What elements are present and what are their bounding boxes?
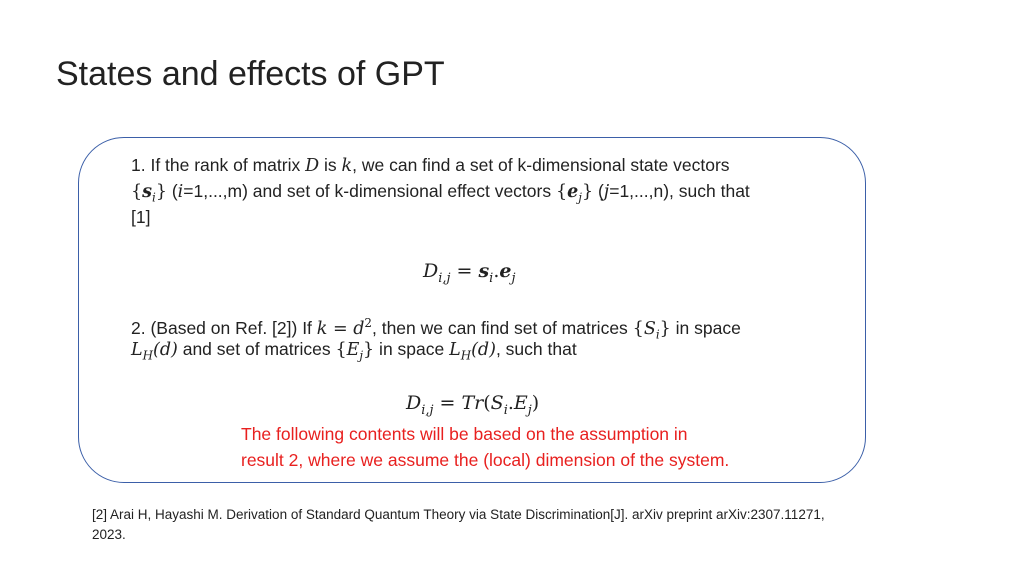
state-vector-s: s: [142, 182, 152, 202]
reference-line-2: 2023.: [92, 527, 126, 542]
equation-1: [423, 258, 515, 292]
eq-s: s: [478, 260, 490, 282]
eq-s: S: [490, 392, 504, 414]
eq-e-sub: j: [527, 402, 532, 418]
eq-lhs: D: [406, 392, 422, 414]
eq-sign: =: [327, 318, 354, 339]
eq-lhs-sub: i,j: [438, 270, 451, 286]
brace: }: [659, 318, 671, 339]
assumption-note: [241, 421, 729, 473]
brace: }: [363, 340, 375, 360]
eq-lhs-sub: i,j: [421, 402, 434, 418]
eq-s-sub: i: [489, 270, 494, 286]
equation-2: [406, 390, 539, 424]
space-l: L: [131, 340, 143, 360]
statement-1-line-3: [1]: [131, 207, 151, 227]
text: =1,...,m) and set of k-dimensional effect vectors: [183, 181, 556, 201]
eq-equals: =: [450, 260, 479, 282]
eq-equals: =: [433, 392, 462, 414]
text: 2. (Based on Ref. [2]) If: [131, 317, 317, 338]
matrix-e: E: [346, 340, 360, 360]
reference-line-1: [2] Arai H, Hayashi M. Derivation of Standard Quantum Theory via State Discrimination[J]. arXiv preprint arXiv:2307.11271,: [92, 507, 825, 522]
statement-1-line-1: [131, 152, 730, 179]
text: and set of matrices: [177, 339, 336, 359]
brace: {: [555, 182, 568, 202]
var-d: D: [305, 156, 320, 176]
eq-e-sub: j: [511, 270, 516, 286]
text: (: [593, 181, 604, 201]
brace: {: [131, 182, 143, 202]
statement-1-line-2: [131, 178, 750, 211]
subscript: i: [152, 190, 156, 205]
slide-title: States and effects of GPT: [56, 55, 445, 93]
text: 1. If the rank of matrix: [131, 155, 306, 175]
subscript: H: [460, 348, 472, 363]
space-l: L: [449, 340, 461, 360]
superscript: 2: [364, 316, 372, 330]
subscript: j: [578, 190, 582, 205]
matrix-s: S: [643, 318, 656, 339]
eq-s-sub: i: [503, 402, 508, 418]
eq-e: e: [499, 260, 512, 282]
eq-paren: (: [483, 392, 491, 414]
eq-e: E: [513, 392, 528, 414]
var-d: d: [353, 318, 365, 339]
space-arg: (d): [153, 340, 178, 360]
var-k: k: [341, 156, 353, 176]
statement-2-line-2: [131, 336, 577, 369]
eq-paren: ): [531, 392, 540, 414]
text: , then we can find set of matrices: [371, 317, 633, 338]
text: , such that: [495, 339, 577, 359]
text: =1,...,n), such that: [609, 181, 750, 201]
eq-dot: .: [507, 392, 514, 414]
note-line-2: result 2, where we assume the (local) dimension of the system.: [241, 450, 730, 470]
subscript: j: [359, 348, 364, 363]
effect-vector-e: e: [567, 182, 579, 202]
space-arg: (d): [471, 340, 496, 360]
brace: }: [581, 182, 594, 202]
text: (: [166, 181, 178, 201]
text: in space: [670, 317, 741, 338]
eq-trace: Tr: [461, 392, 484, 414]
brace: {: [632, 318, 644, 339]
brace: {: [335, 340, 347, 360]
subscript: H: [142, 348, 153, 363]
text: is: [319, 155, 342, 175]
var-k: k: [316, 318, 328, 339]
reference: [92, 505, 825, 545]
text: , we can find a set of k-dimensional state vectors: [352, 155, 730, 175]
note-line-1: The following contents will be based on the assumption in: [241, 424, 688, 444]
var-i: i: [177, 182, 184, 202]
var-j: j: [603, 182, 610, 202]
brace: }: [155, 182, 167, 202]
text: in space: [374, 339, 450, 359]
subscript: i: [655, 327, 660, 342]
eq-dot: .: [493, 260, 500, 282]
eq-lhs: D: [423, 260, 439, 282]
